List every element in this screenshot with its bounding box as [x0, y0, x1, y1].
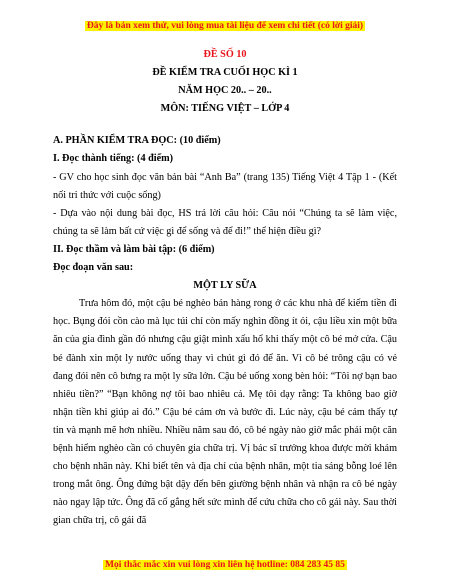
read-instruction: Đọc đoạn văn sau: [53, 262, 134, 274]
part2-heading: II. Đọc thầm và làm bài tập: (6 điểm) [53, 243, 215, 255]
hotline-text: Mọi thắc mắc xin vui lòng xin liên hệ hotline: 084 283 45 85 [105, 560, 345, 570]
hotline-banner [0, 560, 450, 570]
part1-line2: - Dựa vào nội dung bài đọc, HS trả lời câu hỏi: Câu nói “Chúng ta sẽ làm việc, chúng ta sẽ làm bất cứ việc gì để sống và để đi!” thể hiện điều gì? [53, 207, 397, 237]
exam-title: ĐỀ KIỂM TRA CUỐI HỌC KÌ 1 [152, 67, 298, 79]
section-a-heading: A. PHẦN KIỂM TRA ĐỌC: (10 điểm) [53, 135, 221, 147]
part1-line1: - GV cho học sinh đọc văn bản bài “Anh Ba” (trang 135) Tiếng Việt 4 Tập 1 - (Kết nối tri thức với cuộc sống) [53, 171, 397, 201]
story-text: Trưa hôm đó, một cậu bé nghèo bán hàng rong ở các khu nhà để kiếm tiền đi học. Bụng đói cồn cào mà lục túi chỉ còn mấy nghìn đồng ít ỏi, cậu liều xin một bữa ăn của gia đình gần đó nhưng cậu giật mình xấu hổ khi thấy một cô bé mở cửa. Cậu bé đành xin một ly nước uống thay vì chút gì đó để ăn. Vì cô bé trông cậu có vẻ đang đói nên cô bưng ra một ly sữa lớn. Cậu bé uống xong bèn hỏi: “Tôi nợ bạn bao nhiêu tiền?” “Bạn không nợ tôi bao nhiêu cả. Mẹ tôi dạy rằng: Ta không bao giờ nhận tiền khi giúp ai đó.” Cậu bé cảm ơn và bước đi. Lúc này, cậu bé cảm thấy tự tin và mạnh mẽ hơn nhiều. Nhiều năm sau đó, cô bé ngày nào giờ mắc phải một căn bệnh hiểm nghèo cần có chuyên gia chữa trị. Vị bác sĩ trưởng khoa được mời khám cho bệnh nhân này. Khi biết tên và địa chỉ của bệnh nhân, một tia sáng bỗng loé lên trong mắt ông. Ông đứng bật dậy đến bên giường bệnh nhân và nhận ra cô bé ngày nào ngay lập tức. Ông đã cố gắng hết sức mình để cứu chữa cho cô gái này. Sau thời gian chữa trị, cô gái đã [53, 298, 397, 527]
school-year: NĂM HỌC 20.. – 20.. [178, 85, 272, 97]
preview-notice-banner [0, 21, 450, 31]
story-title: MỘT LY SỮA [193, 280, 257, 292]
document-page [53, 40, 397, 530]
preview-notice-text: Đây là bản xem thử, vui lòng mua tài liệu để xem chi tiết (có lời giải) [86, 21, 364, 31]
part1-heading: I. Đọc thành tiếng: (4 điểm) [53, 153, 173, 165]
spacer [53, 118, 397, 132]
exam-number: ĐỀ SỐ 10 [203, 49, 247, 60]
subject-line: MÔN: TIẾNG VIỆT – LỚP 4 [160, 103, 290, 115]
